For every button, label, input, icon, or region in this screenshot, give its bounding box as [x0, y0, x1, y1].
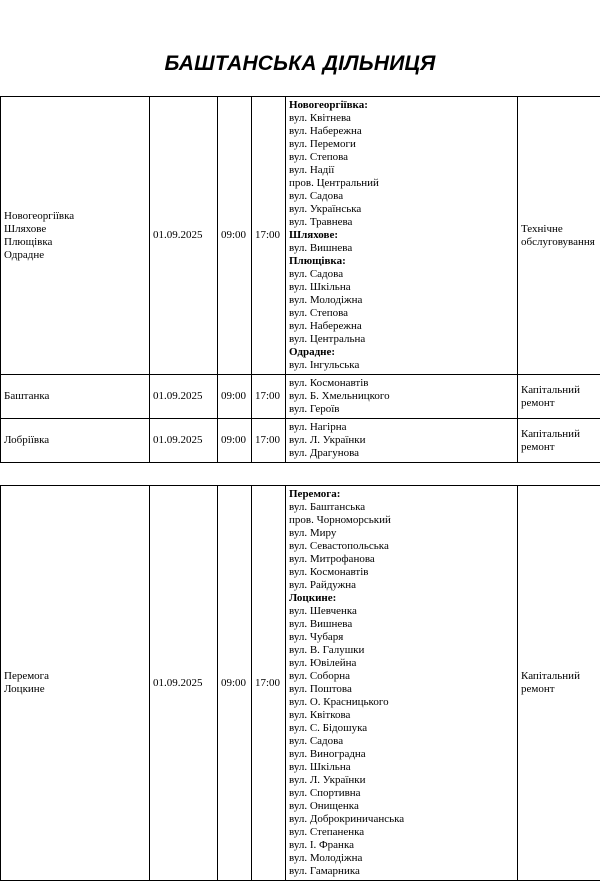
- settlement-name: Баштанка: [4, 390, 50, 402]
- street-name: вул. І. Франка: [289, 839, 355, 851]
- street-name: вул. Соборна: [289, 670, 351, 682]
- settlement-heading: Одрадне:: [289, 346, 336, 358]
- street-name: вул. Поштова: [289, 683, 352, 695]
- street-name: вул. Гамарника: [289, 865, 360, 877]
- street-name: вул. В. Галушки: [289, 644, 365, 656]
- street-name: вул. Садова: [289, 268, 344, 280]
- street-name: вул. Райдужна: [289, 579, 357, 591]
- streets-cell: [286, 375, 518, 419]
- street-name: вул. Баштанська: [289, 501, 366, 513]
- street-name: вул. О. Красницького: [289, 696, 389, 708]
- settlements-cell: [1, 97, 150, 375]
- street-name: вул. Б. Хмельницкого: [289, 390, 390, 402]
- street-name: вул. Вишнева: [289, 242, 353, 254]
- end-time-cell: 17:00: [252, 486, 286, 881]
- outage-table-2: [0, 485, 600, 881]
- settlement-name: Лоцкине: [4, 683, 45, 695]
- settlement-name: Перемога: [4, 670, 50, 682]
- settlement-name: Шляхове: [4, 222, 47, 235]
- street-name: вул. Шкільна: [289, 281, 351, 293]
- street-name: вул. Набережна: [289, 320, 362, 332]
- end-time-cell: 17:00: [252, 97, 286, 375]
- street-name: пров. Чорноморський: [289, 514, 391, 526]
- settlement-heading: Лоцкине:: [289, 592, 337, 604]
- reason-cell: Капітальний ремонт: [518, 419, 600, 463]
- reason-cell: Технічне обслуговування: [518, 97, 600, 375]
- street-name: вул. Доброкриничанська: [289, 813, 405, 825]
- street-name: вул. Космонавтів: [289, 377, 369, 389]
- street-name: вул. Молодіжна: [289, 294, 363, 306]
- settlement-name: Новогеоргіївка: [4, 209, 75, 222]
- settlements-cell: [1, 419, 150, 463]
- settlement-name: Одрадне: [4, 248, 45, 261]
- street-name: вул. Ювілейна: [289, 657, 357, 669]
- street-name: вул. Нагірна: [289, 421, 347, 433]
- date-cell: 01.09.2025: [150, 375, 218, 419]
- street-name: вул. Космонавтів: [289, 566, 369, 578]
- settlement-heading: Шляхове:: [289, 229, 338, 241]
- start-time-cell: 09:00: [218, 419, 252, 463]
- street-name: вул. Квіткова: [289, 709, 351, 721]
- page-title: БАШТАНСЬКА ДІЛЬНИЦЯ: [164, 52, 436, 75]
- street-name: вул. Л. Українки: [289, 434, 366, 446]
- settlements-cell: [1, 486, 150, 881]
- settlement-heading: Плющівка:: [289, 255, 346, 267]
- outage-table-1: [0, 96, 600, 463]
- street-name: вул. Набережна: [289, 125, 362, 137]
- street-name: вул. Драгунова: [289, 447, 360, 459]
- street-name: вул. Спортивна: [289, 787, 361, 799]
- end-time-cell: 17:00: [252, 375, 286, 419]
- street-name: вул. Миру: [289, 527, 337, 539]
- street-name: вул. Молодіжна: [289, 852, 363, 864]
- settlement-name: Лобріївка: [4, 434, 50, 446]
- street-name: вул. С. Бідошука: [289, 722, 368, 734]
- street-name: вул. Л. Українки: [289, 774, 366, 786]
- street-name: вул. Травнева: [289, 216, 353, 228]
- street-name: вул. Степаненка: [289, 826, 365, 838]
- streets-cell: [286, 419, 518, 463]
- settlements-cell: [1, 375, 150, 419]
- street-name: вул. Севастопольська: [289, 540, 389, 552]
- street-name: вул. Виноградна: [289, 748, 366, 760]
- street-name: вул. Героїв: [289, 403, 340, 415]
- streets-cell: [286, 486, 518, 881]
- start-time-cell: 09:00: [218, 97, 252, 375]
- table-row: [1, 486, 600, 881]
- end-time-cell: 17:00: [252, 419, 286, 463]
- street-name: вул. Степова: [289, 151, 349, 163]
- date-cell: 01.09.2025: [150, 97, 218, 375]
- streets-cell: [286, 97, 518, 375]
- street-name: вул. Вишнева: [289, 618, 353, 630]
- street-name: пров. Центральний: [289, 177, 379, 189]
- street-name: вул. Центральна: [289, 333, 366, 345]
- street-name: вул. Українська: [289, 203, 362, 215]
- table-row: [1, 97, 600, 375]
- street-name: вул. Квітнева: [289, 112, 351, 124]
- table-row: [1, 375, 600, 419]
- street-name: вул. Онищенка: [289, 800, 359, 812]
- street-name: вул. Надії: [289, 164, 335, 176]
- reason-cell: Капітальний ремонт: [518, 375, 600, 419]
- reason-cell: Капітальний ремонт: [518, 486, 600, 881]
- start-time-cell: 09:00: [218, 375, 252, 419]
- street-name: вул. Перемоги: [289, 138, 356, 150]
- street-name: вул. Митрофанова: [289, 553, 375, 565]
- street-name: вул. Степова: [289, 307, 349, 319]
- settlement-heading: Перемога:: [289, 488, 341, 500]
- street-name: вул. Інгульська: [289, 359, 360, 371]
- street-name: вул. Садова: [289, 190, 344, 202]
- date-cell: 01.09.2025: [150, 486, 218, 881]
- table-row: [1, 419, 600, 463]
- settlement-name: Плющівка: [4, 235, 53, 248]
- street-name: вул. Шевченка: [289, 605, 357, 617]
- date-cell: 01.09.2025: [150, 419, 218, 463]
- street-name: вул. Чубаря: [289, 631, 344, 643]
- start-time-cell: 09:00: [218, 486, 252, 881]
- street-name: вул. Шкільна: [289, 761, 351, 773]
- street-name: вул. Садова: [289, 735, 344, 747]
- settlement-heading: Новогеоргіївка:: [289, 99, 368, 111]
